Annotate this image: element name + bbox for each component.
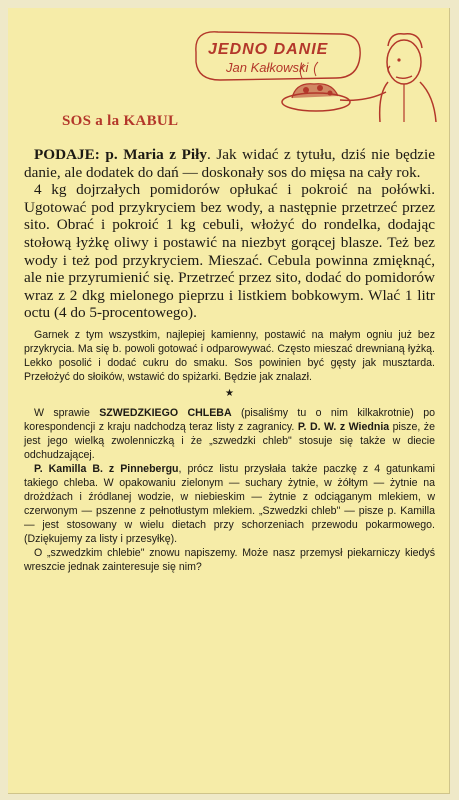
header <box>24 8 435 136</box>
column-name: JEDNO DANIE <box>208 41 329 58</box>
recipe-continuation-text <box>24 328 435 384</box>
text-run: , prócz listu przysłała także paczkę z 4 gatunkami takiego chleba. W opakowaniu zielonym — suchary żytnie, w żółtym — żytnie na drożdżach i źródlanej wodzie, w niebieskim — żytnie z odciąganym mlekiem, w czerwonym — pszenne z pełnotłustym mlekiem. „Szwedzki chleb" — pisze p. Kamilla — jest stosowany w wielu dietach przy schorzeniach przewodu pokarmowego. (Dziękujemy za listy i przesyłkę). <box>24 462 435 545</box>
text-run: O „szwedzkim chlebie" znowu napiszemy. Może nasz przemysł piekarniczy kiedyś wreszcie jednak zainteresuje się nim? <box>24 546 435 573</box>
paragraph <box>24 328 435 384</box>
paragraph <box>24 181 435 322</box>
recipe-lead-text <box>24 146 435 322</box>
text-run: . Jak widać z tytułu, dziś nie będzie danie, ale dodatek do dań — doskonały sos do mięsa na cały rok. <box>24 146 435 181</box>
column-author: Jan Kałkowski <box>226 60 309 75</box>
bold-text-run: Maria z Piły <box>123 146 207 163</box>
newspaper-clipping <box>8 8 450 794</box>
text-run: 4 kg dojrzałych pomidorów opłukać i pokroić na połówki. Ugotować pod przykryciem bez wody, a następnie przetrzeć przez sito. Obrać i pokroić 1 kg cebuli, włożyć do rondelka, dodając stołową łyżkę oliwy i postawić na niezbyt gorącej blasze. Też bez wody i też pod przykryciem. Mieszać. Cebula powinna zmięknąć, ale nie przyrumienić się. Przetrzeć przez sito, dodać do pomidorów wraz z 2 dkg mielonego pieprzu i listkiem bobkowym. Wlać 1 litr octu (4 do 5-procentowego). <box>24 181 435 322</box>
text-run: Garnek z tym wszystkim, najlepiej kamienny, postawić na małym ogniu już bez przykrycia. Ma się b. powoli gotować i odparowywać. Często mieszać drewnianą łyżką. Lekko posolić i dodać cukru do smaku. Sos powinien być gęsty jak musztarda. Przełożyć do słoików, wstawić do spiżarki. Będzie jak znalazł. <box>24 328 435 383</box>
paragraph <box>24 406 435 462</box>
text-run: W sprawie <box>34 406 100 419</box>
paragraph <box>24 146 435 181</box>
paragraph <box>24 546 435 574</box>
bold-text-run: P. Kamilla B. z Pinnebergu <box>34 462 179 475</box>
text-run: (pisaliśmy tu o nim kilkakrotnie) po korespondencji z kraju nadchodzą teraz listy z zagranicy. <box>24 406 435 433</box>
column-logo-illustration <box>190 22 448 126</box>
text-run: pisze, że jest jego wielką zwolenniczką i że „szwedzki chleb" stosuje się także w diecie odchudzającej. <box>24 420 435 461</box>
bold-text-run: PODAJE: p. <box>34 146 124 163</box>
swedish-bread-section <box>24 406 435 574</box>
bold-text-run: SZWEDZKIEGO CHLEBA <box>99 406 232 419</box>
section-separator-star: ★ <box>225 387 234 399</box>
dish-title: SOS a la KABUL <box>62 113 179 129</box>
bold-text-run: P. D. W. z Wiednia <box>297 420 390 433</box>
paragraph <box>24 462 435 546</box>
